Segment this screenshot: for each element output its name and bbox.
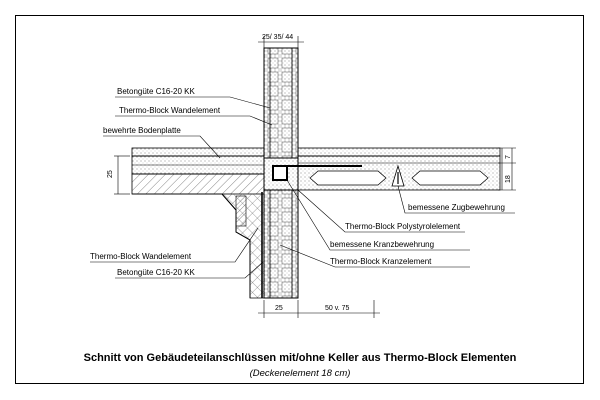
foundation <box>132 194 264 298</box>
label-wall-element-bottom: Thermo-Block Wandelement <box>90 252 192 261</box>
drawing-title: Schnitt von Gebäudeteilanschlüssen mit/ohne Keller aus Thermo-Block Elementen <box>83 352 517 364</box>
label-concrete-bottom: Betongüte C16-20 KK <box>117 268 195 277</box>
dim-wall-top: 25/ 35/ 44 <box>262 34 294 41</box>
upper-wall <box>264 48 298 158</box>
drawing-subtitle: (Deckenelement 18 cm) <box>249 368 351 379</box>
dim-slab-height: 25 <box>107 170 114 178</box>
label-polystyrene-element: Thermo-Block Polystyrolelement <box>345 222 461 231</box>
label-floor-slab: bewehrte Bodenplatte <box>103 126 181 135</box>
label-ring-beam-reinforcement: bemessene Kranzbewehrung <box>330 240 435 249</box>
dim-wall-bottom: 25 <box>275 305 283 312</box>
label-tension-reinforcement: bemessene Zugbewehrung <box>408 203 505 212</box>
dim-span: 50 v. 75 <box>325 305 350 312</box>
slab-dimension-line <box>114 156 130 194</box>
label-wall-element-top: Thermo-Block Wandelement <box>119 106 221 115</box>
dim-ceiling-total: 18 <box>505 175 512 183</box>
label-ring-beam-element: Thermo-Block Kranzelement <box>330 257 432 266</box>
dim-ceiling-top: 7 <box>505 155 512 159</box>
label-concrete-top: Betongüte C16-20 KK <box>117 87 195 96</box>
floor-slab <box>132 148 264 194</box>
ceiling <box>298 148 500 190</box>
lower-wall <box>264 190 298 298</box>
